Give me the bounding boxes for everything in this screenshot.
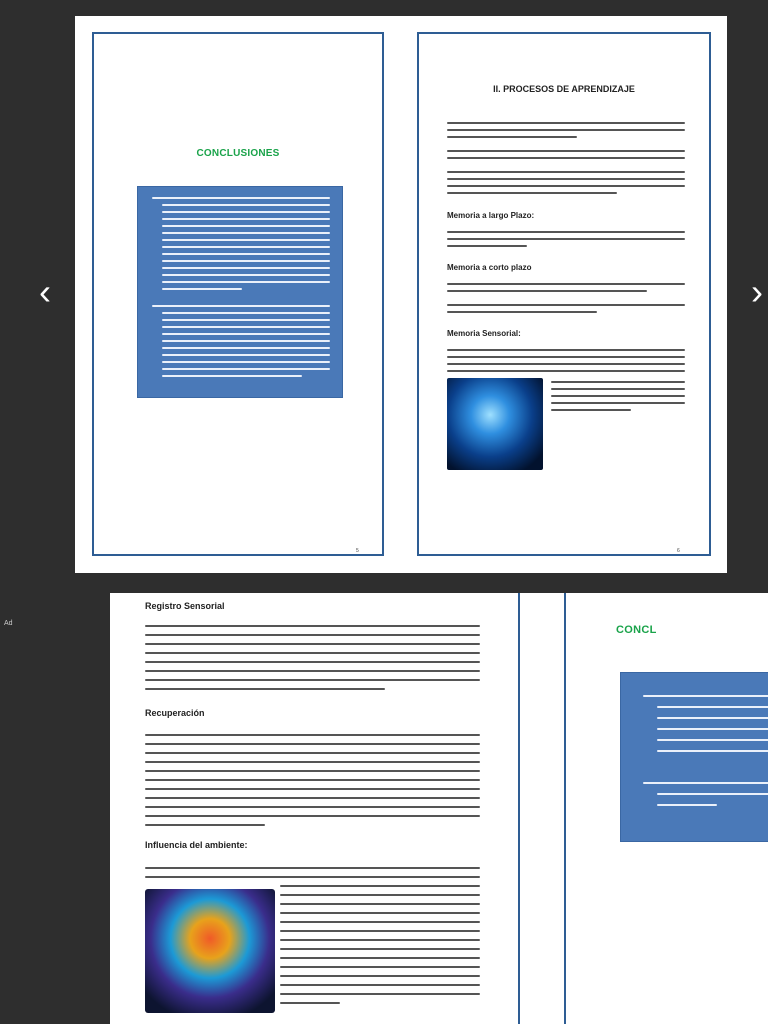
top-page-spread [75, 16, 727, 573]
conclusions-title-2: CONCL [616, 624, 657, 636]
page-number: 6 [677, 548, 680, 554]
subhead-short-term: Memoria a corto plazo [447, 263, 532, 272]
conclusions-box [137, 186, 343, 398]
heading-recuperacion: Recuperación [145, 708, 205, 718]
chevron-right-icon[interactable]: › [751, 271, 763, 312]
page-number: 5 [356, 548, 359, 554]
subhead-long-term: Memoria a largo Plazo: [447, 211, 535, 220]
bottom-page-left [110, 593, 520, 1024]
brain-image [447, 378, 543, 470]
page-right-frame [417, 32, 711, 556]
conclusions-title: CONCLUSIONES [196, 148, 280, 159]
page-left-frame [92, 32, 384, 556]
subhead-sensory: Memoria Sensorial: [447, 329, 521, 338]
conclusions-box-2 [620, 672, 768, 842]
ad-label: Ad [4, 620, 13, 627]
heading-registro: Registro Sensorial [145, 601, 225, 611]
heading-influencia: Influencia del ambiente: [145, 840, 248, 850]
chevron-left-icon[interactable]: ‹ [39, 271, 51, 312]
colorful-head-image [145, 889, 275, 1013]
section-title: II. PROCESOS DE APRENDIZAJE [493, 84, 635, 94]
